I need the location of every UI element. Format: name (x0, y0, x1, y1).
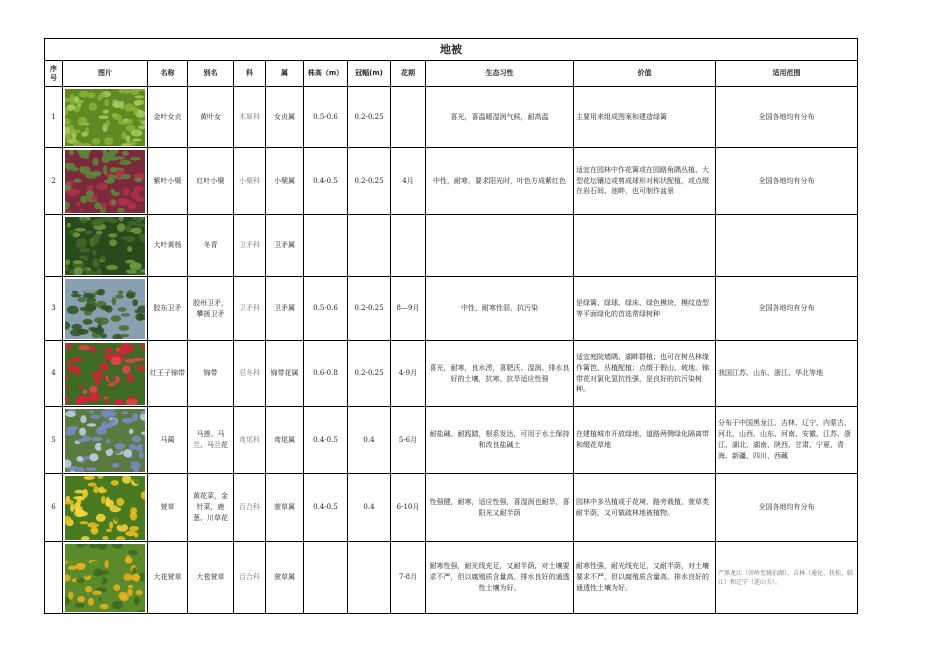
table-row (45, 215, 858, 277)
row-number: 4 (45, 341, 63, 407)
plant-genus: 萱草属 (266, 474, 304, 542)
plant-height: 0.5-0.6 (304, 87, 348, 148)
photo-cell (63, 277, 148, 341)
header-genus: 属 (266, 61, 304, 87)
plant-range: 我国江苏、山东、浙江、华北等地 (716, 341, 858, 407)
plant-bloom: 5-6月 (391, 407, 426, 474)
plant-genus: 卫矛属 (266, 277, 304, 341)
plant-alias: 黄叶女 (188, 87, 234, 148)
header-ecology: 生态习性 (426, 61, 574, 87)
header-alias: 别名 (188, 61, 234, 87)
plant-height: 0.4-0.5 (304, 407, 348, 474)
plant-photo (65, 476, 145, 540)
table-row (45, 407, 858, 474)
plant-family: 百合科 (234, 474, 266, 542)
plant-value: 耐寒性强，耐光线充足，又耐半荫，对土壤要求不严，但以腐殖质含量高、排水良好的通透性土壤为好。 (574, 542, 716, 614)
plant-height: 0.5-0.6 (304, 277, 348, 341)
row-number (45, 215, 63, 277)
header-height: 株高（m） (304, 61, 348, 87)
plant-ecology: 性强健，耐寒，适应性强，喜湿润也耐旱，喜阳光又耐半荫 (426, 474, 574, 542)
table-row (45, 87, 858, 148)
plant-crown: 0.2-0.25 (348, 87, 391, 148)
plant-photo (65, 343, 145, 405)
row-number (45, 542, 63, 614)
plant-bloom: 4月 (391, 148, 426, 215)
plant-ecology: 耐寒性强，耐光线充足，又耐半荫，对土壤要求不严，但以腐殖质含量高、排水良好的通透性土壤为好。 (426, 542, 574, 614)
plant-name: 胶东卫矛 (148, 277, 188, 341)
plant-ecology: 中性，耐寒性弱，抗污染 (426, 277, 574, 341)
plant-ecology: 中性，耐寒，要求阳光时，叶色方成紫红色 (426, 148, 574, 215)
plant-ecology: 喜光，耐寒，良水涝，喜肥沃、湿润、排水良好的土壤，抗寒、抗旱适应性强 (426, 341, 574, 407)
plant-height: 0.6-0.8 (304, 341, 348, 407)
plant-bloom: 6-10月 (391, 474, 426, 542)
plant-photo (65, 544, 145, 612)
plant-crown (348, 215, 391, 277)
plant-family: 卫矛科 (234, 277, 266, 341)
plant-name: 大花萱草 (148, 542, 188, 614)
table-row (45, 542, 858, 614)
plant-range: 产黑龙江（帝岭至镜泊湖）、吉林（通化、抚松、临江）和辽宁（连山关）。 (716, 542, 858, 614)
plant-crown: 0.2-0.25 (348, 277, 391, 341)
header-name: 名称 (148, 61, 188, 87)
table-row (45, 277, 858, 341)
plant-ecology: 耐盐碱、耐践踏，根系发达，可用于水土保持和改良盐碱土 (426, 407, 574, 474)
plant-value: 在建植城市开放绿地、道路两侧绿化隔离带和缀花草地 (574, 407, 716, 474)
plant-alias: 黄花菜，金针菜，鹿葱、川草花 (188, 474, 234, 542)
plant-photo (65, 217, 145, 275)
plant-bloom: 4-9月 (391, 341, 426, 407)
photo-cell (63, 148, 148, 215)
plant-genus: 女贞属 (266, 87, 304, 148)
plant-genus: 锦带花属 (266, 341, 304, 407)
header-crown: 冠幅(m) (348, 61, 391, 87)
plant-ecology: 喜光，喜温暖湿润气候，耐高温 (426, 87, 574, 148)
plant-value: 园林中多丛植或于花境、路旁栽植。萱草类耐半荫，又可做疏林地被植物。 (574, 474, 716, 542)
plant-genus: 萱草属 (266, 542, 304, 614)
plant-ecology (426, 215, 574, 277)
photo-cell (63, 215, 148, 277)
plant-name: 红王子锦带 (148, 341, 188, 407)
plant-value: 是绿篱、绿球、绿床、绿色模块、模纹造型等平面绿化的首选常绿树种 (574, 277, 716, 341)
plant-name: 马蔺 (148, 407, 188, 474)
plant-crown: 0.4 (348, 474, 391, 542)
plant-genus: 鸢尾属 (266, 407, 304, 474)
photo-cell (63, 542, 148, 614)
plant-height: 0.4-0.5 (304, 474, 348, 542)
plant-name: 金叶女贞 (148, 87, 188, 148)
plant-photo (65, 150, 145, 213)
header-value: 价值 (574, 61, 716, 87)
table-row (45, 148, 858, 215)
plant-family: 卫矛科 (234, 215, 266, 277)
plant-range: 全国各地均有分布 (716, 148, 858, 215)
plant-alias: 锦带 (188, 341, 234, 407)
header-range: 适用范围 (716, 61, 858, 87)
plant-crown: 0.2-0.25 (348, 341, 391, 407)
plant-bloom: 8—9月 (391, 277, 426, 341)
plant-crown: 0.2-0.25 (348, 148, 391, 215)
plant-bloom: 7-8月 (391, 542, 426, 614)
photo-cell (63, 474, 148, 542)
plant-alias: 胶州卫矛，攀援卫矛 (188, 277, 234, 341)
plant-photo (65, 409, 145, 472)
plant-table (44, 38, 858, 614)
plant-range: 分布于中国黑龙江、吉林、辽宁、内蒙古、河北、山西、山东、河南、安徽、江苏、浙江、湖北、湖南、陕西、甘肃、宁夏、青海、新疆、四川、西藏 (716, 407, 858, 474)
plant-height: 0.4-0.5 (304, 148, 348, 215)
photo-cell (63, 341, 148, 407)
photo-cell (63, 87, 148, 148)
plant-family: 忍冬科 (234, 341, 266, 407)
plant-alias: 大苞萱草 (188, 542, 234, 614)
plant-range: 全国各地均有分布 (716, 277, 858, 341)
plant-value: 适宜在园林中作花篱或在园路角隅丛植、大型花坛镶边或剪成球形对称状配植，或点缀在岩石间、池畔，也可制作盆景 (574, 148, 716, 215)
row-number: 1 (45, 87, 63, 148)
photo-cell (63, 407, 148, 474)
plant-crown (348, 542, 391, 614)
plant-height (304, 215, 348, 277)
plant-range: 全国各地均有分布 (716, 474, 858, 542)
plant-genus: 卫矛属 (266, 215, 304, 277)
plant-alias: 红叶小檗 (188, 148, 234, 215)
header-no: 序号 (45, 61, 63, 87)
row-number: 2 (45, 148, 63, 215)
plant-genus: 小檗属 (266, 148, 304, 215)
plant-alias: 马莲、马兰、马兰花 (188, 407, 234, 474)
plant-bloom (391, 87, 426, 148)
plant-name: 紫叶小檗 (148, 148, 188, 215)
row-number: 5 (45, 407, 63, 474)
plant-family: 小檗科 (234, 148, 266, 215)
row-number: 3 (45, 277, 63, 341)
plant-bloom (391, 215, 426, 277)
plant-height (304, 542, 348, 614)
plant-family: 鸢尾科 (234, 407, 266, 474)
table-row (45, 474, 858, 542)
plant-name: 萱草 (148, 474, 188, 542)
header-family: 科 (234, 61, 266, 87)
plant-value (574, 215, 716, 277)
table-title: 地被 (45, 39, 858, 61)
header-pic: 图片 (63, 61, 148, 87)
plant-family: 百合科 (234, 542, 266, 614)
plant-family: 木犀科 (234, 87, 266, 148)
plant-range (716, 215, 858, 277)
plant-alias: 冬青 (188, 215, 234, 277)
plant-range: 全国各地均有分布 (716, 87, 858, 148)
plant-name: 大叶黄杨 (148, 215, 188, 277)
plant-value: 主要用来组成图案和建造绿篱 (574, 87, 716, 148)
row-number: 6 (45, 474, 63, 542)
plant-photo (65, 279, 145, 339)
plant-value: 适宜庭院墙隅、湖畔群植；也可在树丛林缘作篱笆、丛植配植；点缀于假山、坡地。锦带花对氯化氢抗性强，是良好的抗污染树种。 (574, 341, 716, 407)
table-row (45, 341, 858, 407)
header-bloom: 花期 (391, 61, 426, 87)
plant-crown: 0.4 (348, 407, 391, 474)
plant-photo (65, 89, 145, 146)
